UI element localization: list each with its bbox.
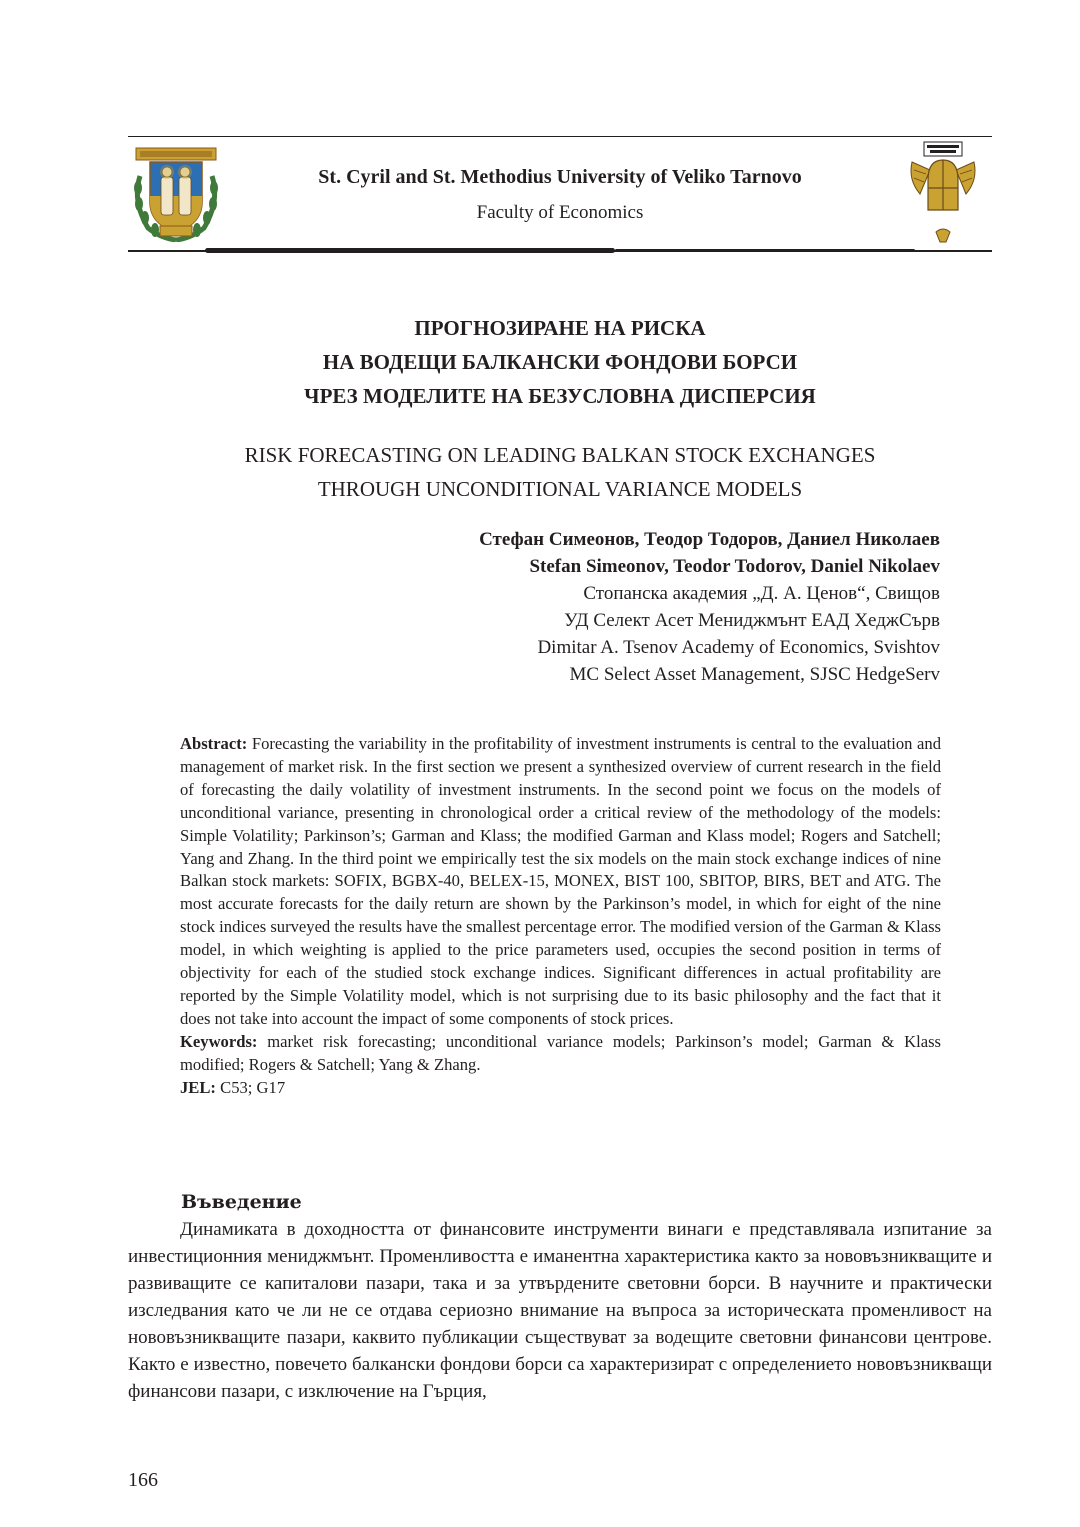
- title-bg-line: НА ВОДЕЩИ БАЛКАНСКИ ФОНДОВИ БОРСИ: [322, 350, 798, 374]
- title-bg-line: ПРОГНОЗИРАНЕ НА РИСКА: [414, 316, 706, 340]
- introduction-heading: Въведение: [181, 1191, 302, 1213]
- abstract-paragraph: [180, 733, 941, 1031]
- faculty-name: Faculty of Economics: [476, 202, 644, 223]
- keywords-label: Keywords:: [180, 1031, 258, 1051]
- header-accent-rule: [205, 248, 615, 253]
- title-en-line: THROUGH UNCONDITIONAL VARIANCE MODELS: [317, 477, 803, 501]
- header-top-rule: [128, 136, 992, 137]
- university-crest-icon: [130, 146, 222, 242]
- title-english: [0, 438, 1080, 506]
- abstract-label: Abstract:: [180, 734, 248, 753]
- introduction-paragraph: Динамиката в доходността от финансовите инструменти винаги е представлявала изпитание за инвестиционния мениджмънт. Променливостта е иманентна характеристика както за нововъзникващите и развиващите се капиталови пазари, така и за утвърдените световни борси. В научните и практически изследвания като че ли не се отдава сериозно внимание на въпроса за историческата променливост на нововъзникващите пазари, каквито публикации съществуват за водещите световни финансови центрове. Както е известно, повечето балкански фондови борси са характеризират с определението нововъзникващи финансови пазари, с изключение на Гърция,: [128, 1219, 992, 1402]
- title-en-line: RISK FORECASTING ON LEADING BALKAN STOCK EXCHANGES: [244, 443, 876, 467]
- authors-english: Stefan Simeonov, Teodor Todorov, Daniel Nikolaev: [529, 556, 940, 577]
- abstract-block: [180, 733, 941, 1100]
- faculty-emblem-icon: [906, 140, 980, 248]
- authors-block: [479, 526, 940, 688]
- jel-paragraph: [180, 1077, 941, 1100]
- university-name: St. Cyril and St. Methodius University of Veliko Tarnovo: [318, 166, 802, 188]
- abstract-text: Forecasting the variability in the profitability of investment instruments is central to the evaluation and management of market risk. In the first section we present a synthesized overview of current research in the field of forecasting the daily volatility of investment instruments. In the second point we focus on the models of unconditional variance, presenting in chronological order a critical review of the methodology of the models: Simple Volatility; Parkinson’s; Garman and Klass; the modified Garman and Klass model; Rogers and Satchell; Yang and Zhang. In the third point we empirically test the six models on the main stock exchange indices of nine Balkan stock markets: SOFIX, BGBX-40, BELEX-15, MONEX, BIST 100, SBITOP, BIRS, BET and ATG. The most accurate forecasts for the daily return are shown by the Parkinson’s model, in which for eight of the nine stock indices surveyed the results have the smallest percentage error. The modified version of the Garman & Klass model, in which weighting is applied to the price parameters used, occupies the second position in terms of objectivity for each of the studied stock exchange indices. Significant differences in actual profitability are reported by the Simple Volatility model, which is not surprising due to its basic philosophy and the fact that it does not take into account the impact of some components of stock prices.: [180, 734, 941, 1028]
- jel-label: JEL:: [180, 1077, 216, 1097]
- jel-text: C53; G17: [220, 1077, 286, 1097]
- keywords-paragraph: [180, 1031, 941, 1077]
- introduction-body: [128, 1216, 992, 1405]
- affiliation: MC Select Asset Management, SJSC HedgeServ: [569, 664, 940, 685]
- affiliation: УД Селект Асет Мениджмънт ЕАД ХеджСърв: [564, 610, 940, 631]
- page-number: 166: [128, 1469, 158, 1491]
- authors-bulgarian: Стефан Симеонов, Теодор Тодоров, Даниел Николаев: [479, 529, 940, 550]
- title-bulgarian: [0, 311, 1080, 413]
- affiliation: Стопанска академия „Д. А. Ценов“, Свищов: [583, 583, 940, 604]
- title-bg-line: ЧРЕЗ МОДЕЛИТЕ НА БЕЗУСЛОВНА ДИСПЕРСИЯ: [304, 384, 816, 408]
- keywords-text: market risk forecasting; unconditional variance models; Parkinson’s model; Garman & Klass modified; Rogers & Satchell; Yang & Zhang.: [180, 1031, 941, 1074]
- affiliation: Dimitar A. Tsenov Academy of Economics, Svishtov: [537, 637, 940, 658]
- header-accent-rule-2: [615, 249, 915, 252]
